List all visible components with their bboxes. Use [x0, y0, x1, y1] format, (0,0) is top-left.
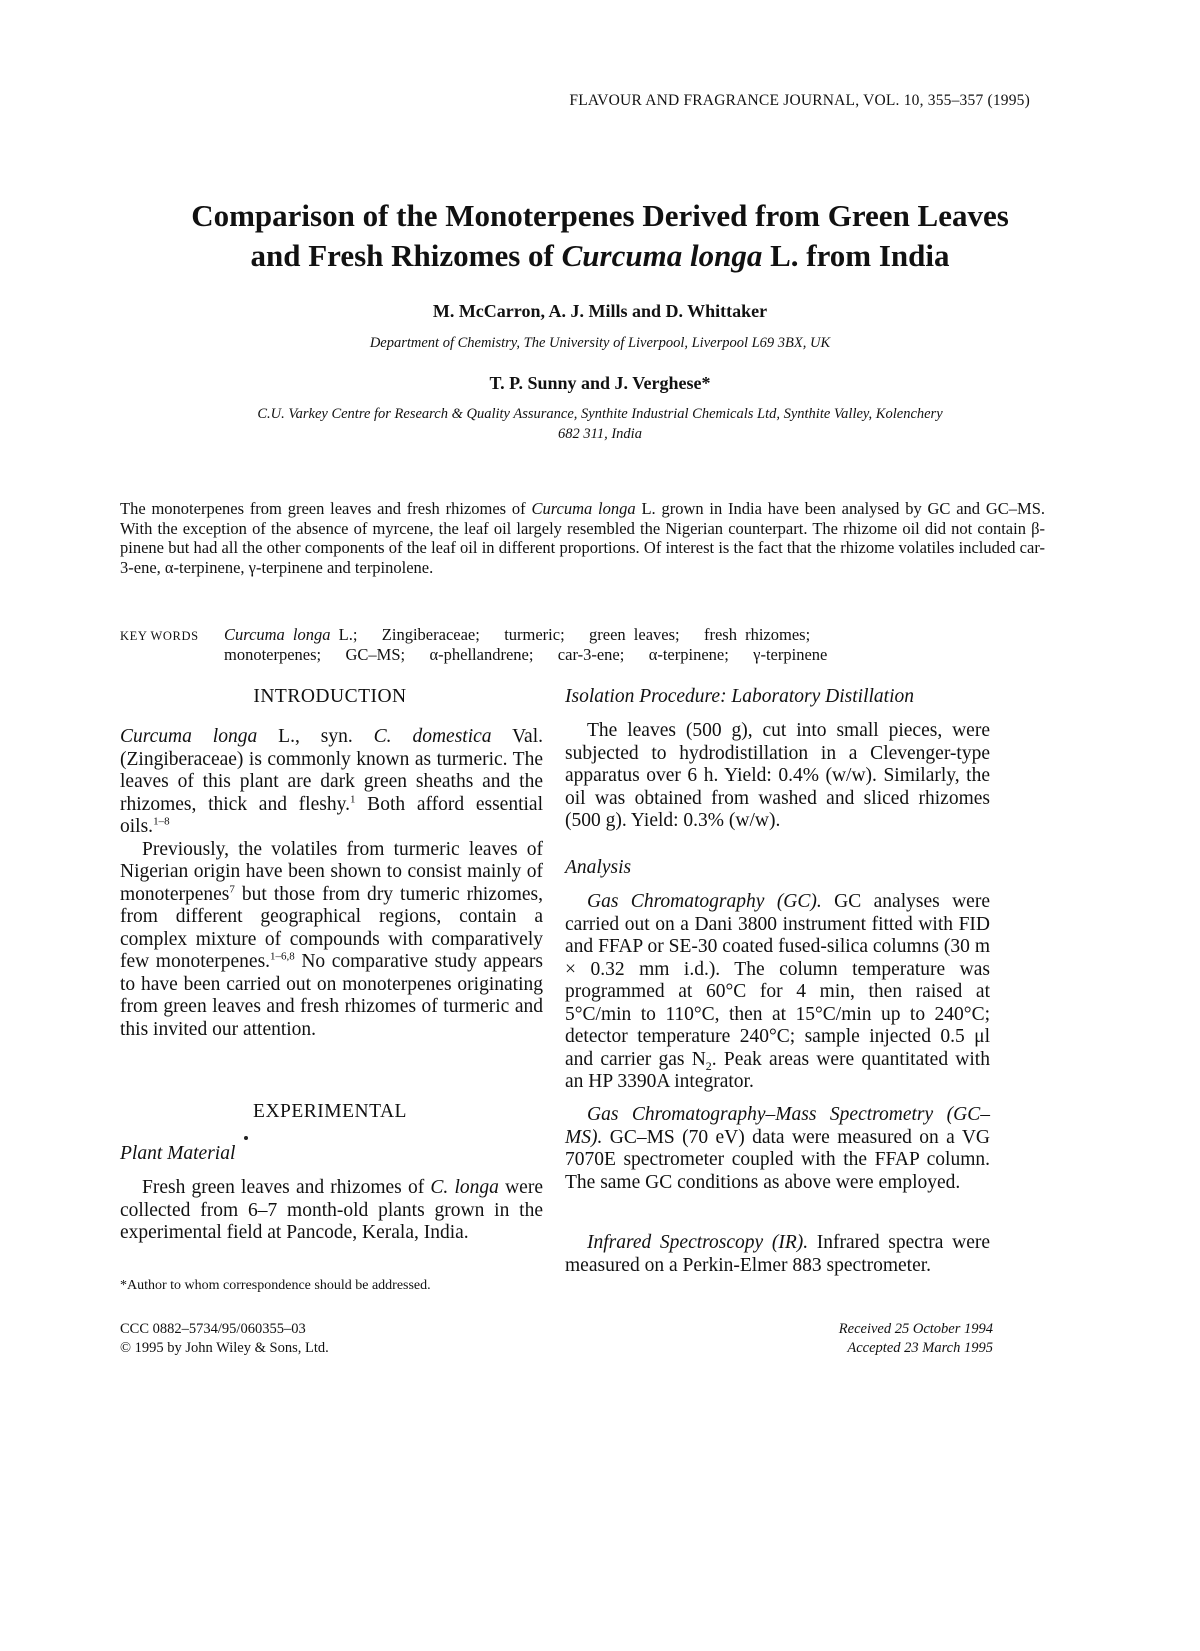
plant-material-body: [120, 1177, 543, 1245]
intro-synonym: C. domestica: [373, 726, 492, 747]
title-line-1: Comparison of the Monoterpenes Derived from Green Leaves: [191, 198, 1009, 233]
gc-text: GC analyses were carried out on a Dani 3800 instrument fitted with FID and FFAP or SE-30 coated fused-silica columns (30 m × 0.32 mm i.d.). The column temperature was programmed at 60°C for 4 min, then raised at 5°C/min to 110°C, then at 15°C/min up to 240°C; detector temperature 240°C; sample injected 0.5 μl and carrier gas N: [565, 891, 990, 1070]
gc-label: Gas Chromatography (GC).: [587, 891, 822, 912]
ir-paragraph: [565, 1232, 990, 1277]
abstract-text-rest: L. grown in India have been analysed by GC and GC–MS. With the exception of the absence of myrcene, the leaf oil largely resembled the Nigerian counterpart. The rhizome oil did not contain β-pinene but had all the other components of the leaf oil in different proportions. Of interest is the fact that the rhizome volatiles included car-3-ene, α-terpinene, γ-terpinene and terpinolene.: [120, 499, 1046, 577]
author-group-2: T. P. Sunny and J. Verghese*: [489, 373, 711, 393]
citation-1: 1: [349, 793, 356, 805]
introduction-body: [120, 726, 543, 1041]
stray-dot: [244, 1136, 248, 1140]
keywords-line-2: monoterpenes; GC–MS; α-phellandrene; car-3-ene; α-terpinene; γ-terpinene: [224, 645, 828, 664]
copyright: © 1995 by John Wiley & Sons, Ltd.: [120, 1340, 329, 1356]
intro-p2-start: Previously, the volatiles from turmeric leaves of Nigerian origin have been shown to consist mainly of monoterpenes: [120, 838, 543, 905]
accepted-date: Accepted 23 March 1995: [847, 1340, 993, 1356]
title-line-2-end: L. from India: [762, 238, 950, 273]
isolation-paragraph: The leaves (500 g), cut into small pieces, were subjected to hydrodistillation in a Clevenger-type apparatus over 6 h. Yield: 0.4% (w/w). Similarly, the oil was obtained from washed and sliced rhizomes (500 g). Yield: 0.3% (w/w).: [565, 720, 990, 831]
abstract-species: Curcuma longa: [531, 499, 636, 518]
intro-p2-end: No comparative study appears to have been carried out on monoterpenes originating from green leaves and fresh rhizomes of turmeric and this invited our attention.: [120, 951, 543, 1040]
abstract: [120, 499, 1045, 577]
ir-label: Infrared Spectroscopy (IR).: [587, 1232, 809, 1253]
keywords-label: KEY WORDS: [120, 629, 199, 643]
affiliation-2-line-2: 682 311, India: [558, 426, 642, 442]
gc-body: [565, 891, 990, 1094]
citation-7: 7: [229, 883, 235, 895]
gc-text-end: . Peak areas were quantitated with an HP 3390A integrator.: [565, 1048, 990, 1092]
plant-material-heading: Plant Material: [120, 1143, 236, 1164]
paper-title: [60, 196, 1140, 276]
correspondence-footnote: *Author to whom correspondence should be addressed.: [120, 1278, 431, 1293]
gcms-label: Gas Chromatography–Mass Spectrometry (GC–MS).: [565, 1104, 990, 1148]
ccc-code: CCC 0882–5734/95/060355–03: [120, 1321, 306, 1337]
affiliation-2: [120, 404, 1080, 444]
gcms-text: GC–MS (70 eV) data were measured on a VG 7070E spectrometer coupled with the FFAP column. The same GC conditions as above were employed.: [565, 1126, 990, 1193]
introduction-paragraph-2: [120, 839, 543, 1042]
analysis-heading: Analysis: [565, 857, 632, 878]
gcms-body: [565, 1104, 990, 1194]
abstract-text-start: The monoterpenes from green leaves and fresh rhizomes of: [120, 499, 532, 518]
gc-paragraph: [565, 891, 990, 1094]
citation-1-8: 1–8: [153, 815, 170, 828]
introduction-paragraph-1: [120, 726, 543, 839]
author-group-1: M. McCarron, A. J. Mills and D. Whittaker: [432, 301, 768, 321]
title-line-2: [60, 236, 1140, 276]
gcms-paragraph: [565, 1104, 990, 1194]
title-line-2-start: and Fresh Rhizomes of: [250, 238, 562, 273]
citation-1-6-8: 1–6,8: [270, 950, 295, 963]
intro-p1-text: Val. (Zingiberaceae) is commonly known as turmeric. The leaves of this plant are dark green sheaths and the rhizomes, thick and fleshy.: [120, 726, 543, 815]
experimental-heading: EXPERIMENTAL: [253, 1101, 407, 1122]
title-species: Curcuma longa: [561, 238, 763, 273]
journal-header: FLAVOUR AND FRAGRANCE JOURNAL, VOL. 10, 355–357 (1995): [569, 92, 1030, 109]
keywords-line-1-rest: L.; Zingiberaceae; turmeric; green leaves; fresh rhizomes;: [330, 625, 811, 644]
keywords-line-1: [224, 625, 1044, 645]
gc-subscript: 2: [705, 1058, 712, 1073]
received-date: Received 25 October 1994: [838, 1321, 993, 1337]
affiliation-1: Department of Chemistry, The University of Liverpool, Liverpool L69 3BX, UK: [369, 335, 831, 351]
isolation-body: [565, 720, 990, 833]
plant-p-end: were collected from 6–7 month-old plants grown in the experimental field at Pancode, Kerala, India.: [120, 1177, 543, 1243]
keywords: [224, 625, 1044, 665]
plant-species: C. longa: [430, 1177, 499, 1198]
keyword-species: Curcuma longa: [224, 625, 331, 644]
introduction-heading: INTRODUCTION: [253, 686, 407, 707]
plant-material-paragraph: [120, 1177, 543, 1245]
isolation-heading: Isolation Procedure: Laboratory Distillation: [565, 686, 915, 707]
affiliation-2-line-1: C.U. Varkey Centre for Research & Quality Assurance, Synthite Industrial Chemicals Ltd, Synthite Valley, Kolenchery: [257, 406, 943, 422]
intro-p1-syn: L., syn.: [257, 726, 374, 747]
intro-species: Curcuma longa: [120, 726, 258, 747]
intro-p1-end: Both afford essential oils.: [120, 793, 543, 837]
ir-text: Infrared spectra were measured on a Perkin-Elmer 883 spectrometer.: [565, 1232, 991, 1276]
intro-p2-mid: but those from dry tumeric rhizomes, from different geographical regions, contain a complex mixture of compounds with comparatively few monoterpenes.: [120, 883, 543, 972]
ir-body: [565, 1232, 990, 1277]
plant-p-start: Fresh green leaves and rhizomes of: [142, 1177, 431, 1198]
